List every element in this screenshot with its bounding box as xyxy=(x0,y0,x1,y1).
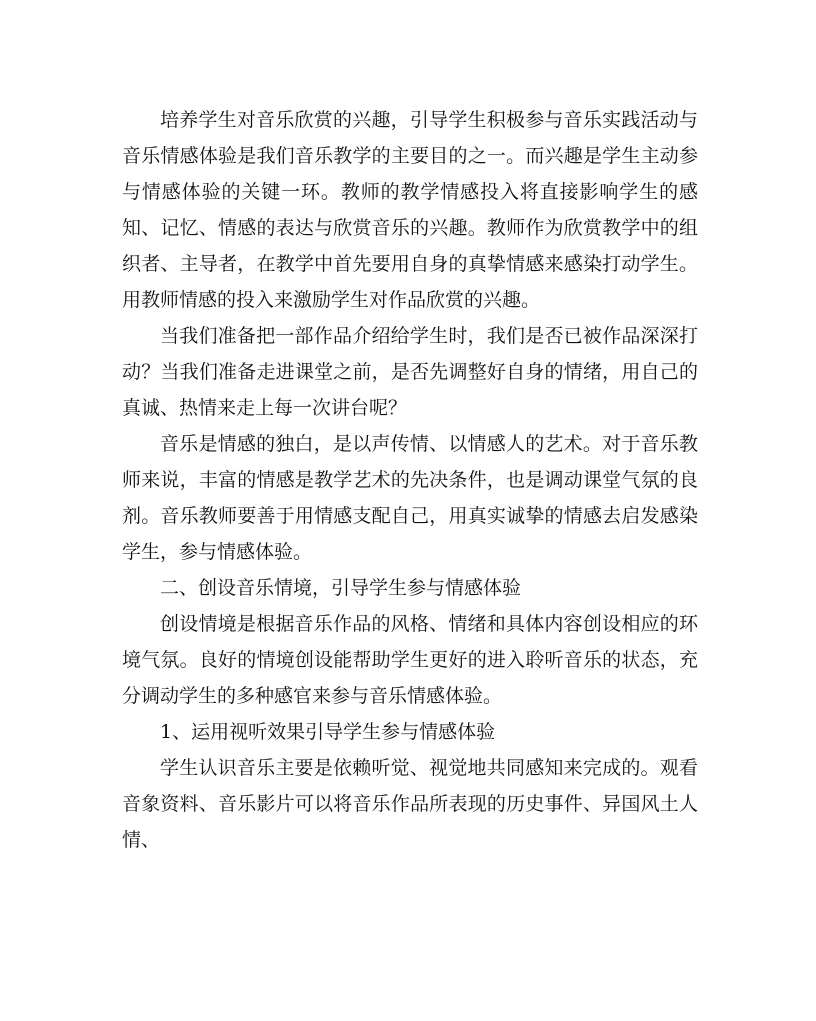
section-heading-2: 二、创设音乐情境，引导学生参与情感体验 xyxy=(160,577,522,599)
document-body xyxy=(122,102,698,858)
paragraph-question: 当我们准备把一部作品介绍给学生时，我们是否已被作品深深打动？当我们准备走进课堂之前，是否先调整好自身的情绪，用自己的真诚、热情来走上每一次讲台呢？ xyxy=(122,325,698,419)
subsection-heading-1: 1、运用视听效果引导学生参与情感体验 xyxy=(160,721,496,743)
paragraph-audiovisual: 学生认识音乐主要是依赖听觉、视觉地共同感知来完成的。观看音象资料、音乐影片可以将音乐作品所表现的历史事件、异国风土人情、 xyxy=(122,757,698,851)
paragraph-situation: 创设情境是根据音乐作品的风格、情绪和具体内容创设相应的环境气氛。良好的情境创设能帮助学生更好的进入聆听音乐的状态，充分调动学生的多种感官来参与音乐情感体验。 xyxy=(122,613,698,707)
paragraph-interest: 培养学生对音乐欣赏的兴趣，引导学生积极参与音乐实践活动与音乐情感体验是我们音乐教学的主要目的之一。而兴趣是学生主动参与情感体验的关键一环。教师的教学情感投入将直接影响学生的感知、记忆、情感的表达与欣赏音乐的兴趣。教师作为欣赏教学中的组织者、主导者，在教学中首先要用自身的真挚情感来感染打动学生。用教师情感的投入来激励学生对作品欣赏的兴趣。 xyxy=(122,109,698,311)
paragraph-emotion: 音乐是情感的独白，是以声传情、以情感人的艺术。对于音乐教师来说，丰富的情感是教学艺术的先决条件，也是调动课堂气氛的良剂。音乐教师要善于用情感支配自己，用真实诚挚的情感去启发感染学生，参与情感体验。 xyxy=(122,433,698,563)
